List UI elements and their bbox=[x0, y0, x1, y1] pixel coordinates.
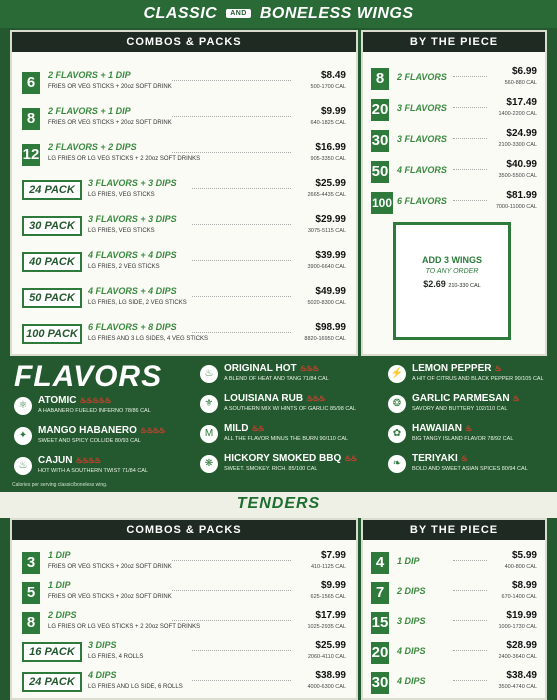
flavor-name bbox=[38, 425, 165, 436]
flavor-description: A HABANERO FUELED INFERNO 78/86 CAL bbox=[38, 408, 151, 414]
combo-calories: 410-1125 CAL bbox=[310, 564, 346, 570]
add-wings-cal: 210-330 CAL bbox=[448, 283, 481, 289]
piece-badge: 20 bbox=[371, 99, 389, 121]
flavor-name-text: MILD bbox=[224, 423, 249, 434]
flavor-name bbox=[412, 423, 471, 434]
combo-calories: 2665-4435 CAL bbox=[307, 192, 346, 198]
dotted-leader bbox=[192, 296, 291, 297]
piece-badge: 30 bbox=[371, 672, 389, 694]
dotted-leader bbox=[192, 260, 291, 261]
flavors-note: Calories per serving classic/boneless wing. bbox=[12, 482, 108, 488]
flavor-description: HOT WITH A SOUTHERN TWIST 71/84 CAL bbox=[38, 468, 149, 474]
combo-calories: 5020-8300 CAL bbox=[307, 300, 346, 306]
flavor-description: SAVORY AND BUTTERY 102/110 CAL bbox=[412, 406, 508, 412]
combo-row bbox=[22, 70, 346, 100]
tenders-piece-header: BY THE PIECE bbox=[363, 520, 545, 540]
piece-flavors: 3 DIPS bbox=[397, 616, 426, 626]
heat-level: ♨ bbox=[512, 394, 519, 403]
piece-badge: 30 bbox=[371, 130, 389, 152]
piece-flavors: 1 DIP bbox=[397, 556, 420, 566]
piece-flavors: 2 FLAVORS bbox=[397, 72, 447, 82]
combo-title: 1 DIP bbox=[48, 580, 71, 590]
add-wings-box bbox=[393, 222, 511, 340]
combo-price: $25.99 bbox=[315, 640, 346, 651]
flavor-item bbox=[200, 423, 370, 449]
piece-calories: 3500-5500 CAL bbox=[498, 173, 537, 179]
flavor-name-text: HAWAIIAN bbox=[412, 423, 462, 434]
piece-price: $81.99 bbox=[506, 190, 537, 201]
combo-title: 3 FLAVORS + 3 DIPS bbox=[88, 214, 177, 224]
combo-title: 3 DIPS bbox=[88, 640, 117, 650]
combo-title: 6 FLAVORS + 8 DIPS bbox=[88, 322, 177, 332]
flavor-item bbox=[14, 425, 184, 451]
dotted-leader bbox=[192, 224, 291, 225]
flavor-description: A SOUTHERN MIX W/ HINTS OF GARLIC 85/98 CAL bbox=[224, 406, 357, 412]
flavor-name bbox=[412, 393, 519, 404]
fire-icon: ♨ bbox=[200, 365, 218, 383]
lightning-icon: ⚡ bbox=[388, 365, 406, 383]
combo-row bbox=[22, 670, 346, 700]
combo-title: 2 FLAVORS + 1 DIP bbox=[48, 70, 131, 80]
flavor-description: SWEET AND SPICY COLLIDE 80/93 CAL bbox=[38, 438, 141, 444]
flavor-name-text: LEMON PEPPER bbox=[412, 363, 492, 374]
combo-row bbox=[22, 550, 346, 580]
flavor-name bbox=[224, 393, 325, 404]
fleur-de-lis-icon: ⚜ bbox=[200, 395, 218, 413]
heat-level: ♨♨ bbox=[251, 424, 264, 433]
flavor-item bbox=[388, 363, 557, 389]
mild-icon: M bbox=[200, 425, 218, 443]
garlic-icon: ❂ bbox=[388, 395, 406, 413]
flavor-name-text: LOUISIANA RUB bbox=[224, 393, 304, 404]
combo-price: $16.99 bbox=[315, 142, 346, 153]
atom-icon: ⚛ bbox=[14, 397, 32, 415]
piece-calories: 560-880 CAL bbox=[504, 80, 537, 86]
flavor-name bbox=[38, 395, 110, 406]
wings-title-amp: AND bbox=[226, 9, 251, 18]
combo-calories: 1025-2935 CAL bbox=[307, 624, 346, 630]
combo-sides: FRIES OR VEG STICKS + 20oz SOFT DRINK bbox=[48, 564, 172, 570]
combo-price: $39.99 bbox=[315, 250, 346, 261]
combo-title: 2 FLAVORS + 2 DIPS bbox=[48, 142, 137, 152]
combo-calories: 625-1565 CAL bbox=[310, 594, 346, 600]
piece-price: $17.49 bbox=[506, 97, 537, 108]
combo-title: 2 DIPS bbox=[48, 610, 77, 620]
piece-calories: 2400-3640 CAL bbox=[498, 654, 537, 660]
dotted-leader bbox=[453, 560, 487, 561]
flavor-name bbox=[224, 423, 264, 434]
combo-row bbox=[22, 250, 346, 280]
combo-price: $9.99 bbox=[320, 580, 346, 591]
combo-calories: 2060-4110 CAL bbox=[307, 654, 346, 660]
combo-badge: 5 bbox=[22, 582, 40, 604]
flavor-description: BOLD AND SWEET ASIAN SPICES 80/94 CAL bbox=[412, 466, 528, 472]
combo-sides: LG FRIES, VEG STICKS bbox=[88, 228, 155, 234]
combo-calories: 4000-6300 CAL bbox=[307, 684, 346, 690]
piece-flavors: 4 FLAVORS bbox=[397, 165, 447, 175]
combo-sides: FRIES OR VEG STICKS + 20oz SOFT DRINK bbox=[48, 84, 172, 90]
dotted-leader bbox=[453, 680, 487, 681]
piece-row bbox=[371, 580, 537, 610]
combo-price: $38.99 bbox=[315, 670, 346, 681]
piece-row bbox=[371, 128, 537, 158]
dotted-leader bbox=[172, 80, 291, 81]
combo-price: $98.99 bbox=[315, 322, 346, 333]
dotted-leader bbox=[172, 152, 291, 153]
flavor-item bbox=[388, 453, 557, 479]
wings-piece-header: BY THE PIECE bbox=[363, 32, 545, 52]
dotted-leader bbox=[453, 650, 487, 651]
dotted-leader bbox=[453, 200, 487, 201]
piece-row bbox=[371, 159, 537, 189]
combo-row bbox=[22, 142, 346, 172]
combo-badge: 30 PACK bbox=[22, 216, 82, 236]
flavor-description: BIG TANGY ISLAND FLAVOR 78/92 CAL bbox=[412, 436, 514, 442]
flavor-description: A BLEND OF HEAT AND TANG 71/84 CAL bbox=[224, 376, 329, 382]
combo-badge: 100 PACK bbox=[22, 324, 82, 344]
piece-flavors: 2 DIPS bbox=[397, 586, 426, 596]
add-wings-line2: TO ANY ORDER bbox=[425, 268, 479, 275]
combo-sides: LG FRIES OR LG VEG STICKS + 2 20oz SOFT DRINKS bbox=[48, 624, 201, 630]
flavor-item bbox=[200, 453, 370, 479]
combo-title: 4 FLAVORS + 4 DIPS bbox=[88, 250, 177, 260]
flavor-name bbox=[412, 363, 501, 374]
piece-price: $38.49 bbox=[506, 670, 537, 681]
combo-sides: LG FRIES, VEG STICKS bbox=[88, 192, 155, 198]
combo-row bbox=[22, 580, 346, 610]
combo-badge: 24 PACK bbox=[22, 180, 82, 200]
piece-price: $6.99 bbox=[511, 66, 537, 77]
flavor-name bbox=[38, 455, 100, 466]
piece-badge: 20 bbox=[371, 642, 389, 664]
flavor-description: A HIT OF CITRUS AND BLACK PEPPER 90/105 CAL bbox=[412, 376, 544, 382]
combo-price: $17.99 bbox=[315, 610, 346, 621]
combo-title: 4 FLAVORS + 4 DIPS bbox=[88, 286, 177, 296]
combo-title: 3 FLAVORS + 3 DIPS bbox=[88, 178, 177, 188]
tenders-title: TENDERS bbox=[236, 495, 321, 512]
combo-badge: 24 PACK bbox=[22, 672, 82, 692]
combo-price: $49.99 bbox=[315, 286, 346, 297]
flavor-name-text: TERIYAKI bbox=[412, 453, 458, 464]
heat-level: ♨♨ bbox=[344, 454, 357, 463]
combo-calories: 500-1700 CAL bbox=[310, 84, 346, 90]
flavor-item bbox=[388, 393, 557, 419]
wings-title-right: BONELESS WINGS bbox=[259, 5, 414, 22]
piece-price: $8.99 bbox=[511, 580, 537, 591]
piece-row bbox=[371, 190, 537, 220]
combo-badge: 16 PACK bbox=[22, 642, 82, 662]
smoke-icon: ❋ bbox=[200, 455, 218, 473]
piece-row bbox=[371, 670, 537, 700]
heat-level: ♨ bbox=[460, 454, 467, 463]
tenders-piece-panel bbox=[361, 518, 547, 700]
flavor-name-text: MANGO HABANERO bbox=[38, 425, 137, 436]
flavor-name-text: ORIGINAL HOT bbox=[224, 363, 297, 374]
combo-badge: 40 PACK bbox=[22, 252, 82, 272]
piece-badge: 50 bbox=[371, 161, 389, 183]
dotted-leader bbox=[192, 188, 291, 189]
combo-price: $9.99 bbox=[320, 106, 346, 117]
wings-title-left: CLASSIC bbox=[143, 5, 218, 22]
combo-calories: 8820-16950 CAL bbox=[304, 336, 346, 342]
wings-combos-header: COMBOS & PACKS bbox=[12, 32, 356, 52]
combo-price: $8.49 bbox=[320, 70, 346, 81]
flavor-description: SWEET. SMOKEY. RICH. 85/100 CAL bbox=[224, 466, 318, 472]
combo-badge: 8 bbox=[22, 108, 40, 130]
flavor-name bbox=[412, 453, 467, 464]
flavor-item bbox=[14, 395, 184, 421]
piece-badge: 4 bbox=[371, 552, 389, 574]
piece-calories: 7000-11000 CAL bbox=[495, 204, 537, 210]
dotted-leader bbox=[453, 76, 487, 77]
dotted-leader bbox=[453, 590, 487, 591]
piece-price: $24.99 bbox=[506, 128, 537, 139]
combo-badge: 6 bbox=[22, 72, 40, 94]
dotted-leader bbox=[172, 560, 291, 561]
combo-sides: FRIES OR VEG STICKS + 20oz SOFT DRINK bbox=[48, 120, 172, 126]
combo-sides: LG FRIES AND LG SIDE, 6 ROLLS bbox=[88, 684, 183, 690]
flavor-name bbox=[224, 453, 357, 464]
combo-row bbox=[22, 640, 346, 670]
piece-badge: 100 bbox=[371, 192, 393, 214]
dotted-leader bbox=[172, 590, 291, 591]
flavors-title: FLAVORS bbox=[14, 360, 163, 393]
piece-calories: 400-800 CAL bbox=[504, 564, 537, 570]
dotted-leader bbox=[453, 107, 487, 108]
pepper-icon: ✦ bbox=[14, 427, 32, 445]
combo-badge: 3 bbox=[22, 552, 40, 574]
piece-badge: 7 bbox=[371, 582, 389, 604]
flavor-name-text: CAJUN bbox=[38, 455, 73, 466]
piece-price: $5.99 bbox=[511, 550, 537, 561]
combo-row bbox=[22, 106, 346, 136]
flavor-item bbox=[200, 393, 370, 419]
flame-icon: ♨ bbox=[14, 457, 32, 475]
wings-combos-panel bbox=[10, 30, 358, 356]
tenders-combos-panel bbox=[10, 518, 358, 700]
heat-level: ♨ bbox=[494, 364, 501, 373]
flavor-name-text: GARLIC PARMESAN bbox=[412, 393, 510, 404]
dotted-leader bbox=[172, 116, 291, 117]
combo-title: 1 DIP bbox=[48, 550, 71, 560]
piece-calories: 3500-4740 CAL bbox=[498, 684, 537, 690]
heat-level: ♨♨♨ bbox=[299, 364, 319, 373]
piece-flavors: 4 DIPS bbox=[397, 676, 426, 686]
piece-flavors: 3 FLAVORS bbox=[397, 134, 447, 144]
combo-sides: LG FRIES, LG SIDE, 2 VEG STICKS bbox=[88, 300, 187, 306]
combo-price: $7.99 bbox=[320, 550, 346, 561]
piece-row bbox=[371, 610, 537, 640]
flavor-item bbox=[200, 363, 370, 389]
piece-calories: 1000-1730 CAL bbox=[498, 624, 537, 630]
piece-price: $19.99 bbox=[506, 610, 537, 621]
combo-badge: 50 PACK bbox=[22, 288, 82, 308]
piece-row bbox=[371, 66, 537, 96]
piece-flavors: 4 DIPS bbox=[397, 646, 426, 656]
combo-row bbox=[22, 214, 346, 244]
flavor-item bbox=[14, 455, 184, 481]
dotted-leader bbox=[192, 680, 291, 681]
combo-badge: 8 bbox=[22, 612, 40, 634]
flavor-name-text: HICKORY SMOKED BBQ bbox=[224, 453, 342, 464]
combo-sides: LG FRIES AND 3 LG SIDES, 4 VEG STICKS bbox=[88, 336, 209, 342]
wings-title bbox=[0, 5, 557, 23]
combo-title: 4 DIPS bbox=[88, 670, 117, 680]
combo-price: $25.99 bbox=[315, 178, 346, 189]
combo-sides: LG FRIES, 4 ROLLS bbox=[88, 654, 144, 660]
combo-price: $29.99 bbox=[315, 214, 346, 225]
combo-row bbox=[22, 178, 346, 208]
combo-row bbox=[22, 610, 346, 640]
piece-badge: 8 bbox=[371, 68, 389, 90]
heat-level: ♨♨♨♨♨ bbox=[79, 396, 111, 405]
piece-price: $28.99 bbox=[506, 640, 537, 651]
dotted-leader bbox=[192, 332, 291, 333]
flavor-name-text: ATOMIC bbox=[38, 395, 77, 406]
piece-flavors: 6 FLAVORS bbox=[397, 196, 447, 206]
tenders-combos-header: COMBOS & PACKS bbox=[12, 520, 356, 540]
combo-badge: 12 bbox=[22, 144, 40, 166]
wings-piece-panel bbox=[361, 30, 547, 356]
dotted-leader bbox=[192, 650, 291, 651]
combo-calories: 640-1825 CAL bbox=[310, 120, 346, 126]
dotted-leader bbox=[453, 138, 487, 139]
flavor-name bbox=[224, 363, 318, 374]
piece-calories: 670-1400 CAL bbox=[501, 594, 537, 600]
pineapple-icon: ✿ bbox=[388, 425, 406, 443]
combo-title: 2 FLAVORS + 1 DIP bbox=[48, 106, 131, 116]
piece-row bbox=[371, 550, 537, 580]
combo-row bbox=[22, 322, 346, 352]
piece-row bbox=[371, 97, 537, 127]
combo-sides: FRIES OR VEG STICKS + 20oz SOFT DRINK bbox=[48, 594, 172, 600]
heat-level: ♨♨♨ bbox=[306, 394, 325, 403]
combo-calories: 905-3350 CAL bbox=[310, 156, 346, 162]
piece-row bbox=[371, 640, 537, 670]
heat-level: ♨♨♨♨ bbox=[75, 456, 101, 465]
heat-level: ♨♨♨♨ bbox=[139, 426, 165, 435]
piece-calories: 1400-2200 CAL bbox=[498, 111, 537, 117]
piece-badge: 15 bbox=[371, 612, 389, 634]
combo-sides: LG FRIES, 2 VEG STICKS bbox=[88, 264, 160, 270]
flavor-item bbox=[388, 423, 557, 449]
dotted-leader bbox=[172, 620, 291, 621]
dotted-leader bbox=[453, 620, 487, 621]
add-wings-line1: ADD 3 WINGS bbox=[421, 255, 482, 265]
combo-row bbox=[22, 286, 346, 316]
add-wings-price: $2.69 bbox=[423, 279, 446, 289]
leaf-icon: ❧ bbox=[388, 455, 406, 473]
combo-calories: 3075-5115 CAL bbox=[307, 228, 346, 234]
piece-price: $40.99 bbox=[506, 159, 537, 170]
combo-sides: LG FRIES OR LG VEG STICKS + 2 20oz SOFT DRINKS bbox=[48, 156, 201, 162]
flavor-description: ALL THE FLAVOR MINUS THE BURN 90/110 CAL bbox=[224, 436, 349, 442]
piece-flavors: 3 FLAVORS bbox=[397, 103, 447, 113]
piece-calories: 2100-3300 CAL bbox=[498, 142, 537, 148]
combo-calories: 3900-6640 CAL bbox=[307, 264, 346, 270]
dotted-leader bbox=[453, 169, 487, 170]
heat-level: ♨ bbox=[465, 424, 472, 433]
